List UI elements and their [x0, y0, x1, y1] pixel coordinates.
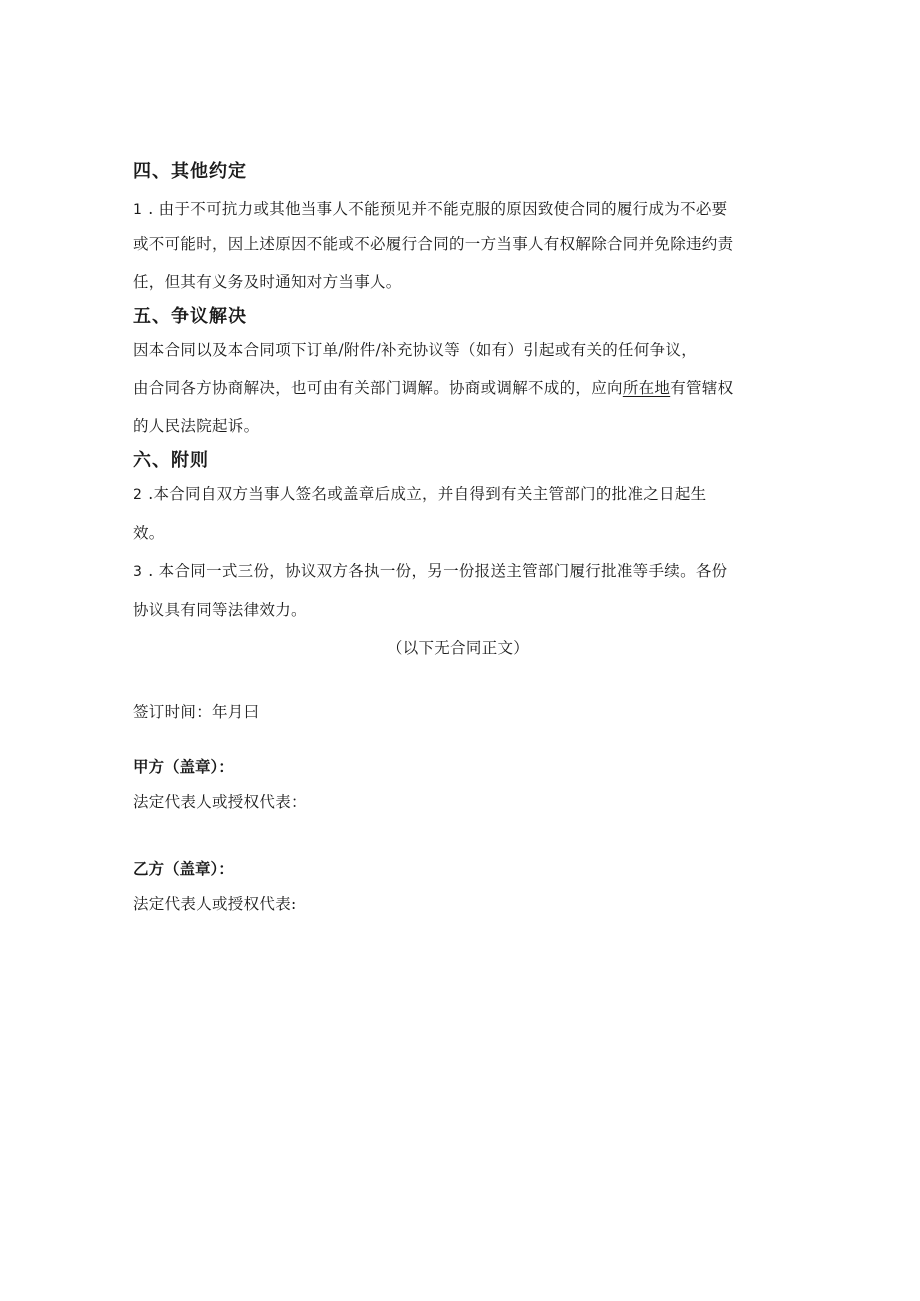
document-page [133, 160, 783, 923]
end-of-contract-note: （以下无合同正文） [386, 639, 530, 657]
clause-number: 3 [133, 564, 143, 580]
section-heading-supplementary: 六、附则 [133, 450, 209, 471]
section-heading-dispute-resolution: 五、争议解决 [133, 306, 247, 327]
clause-1-line-2: 或不可能时，因上述原因不能或不必履行合同的一方当事人有权解除合同并免除违约责 [133, 235, 734, 253]
signing-date: 签订时间：年月曰 [133, 703, 260, 721]
underlined-location: 所在地 [622, 379, 671, 397]
clause-1-line-1: 1 . 由于不可抗力或其他当事人不能预见并不能克服的原因致使合同的履行成为不必要 [133, 200, 728, 218]
dispute-line-2: 由合同各方协商解决，也可由有关部门调解。协商或调解不成的，应向所在地有管辖权 [133, 379, 734, 397]
clause-3-line-1: 3 . 本合同一式三份，协议双方各执一份，另一份报送主管部门履行批准等手续。各份 [133, 562, 728, 580]
clause-number: 2 [133, 487, 143, 503]
dispute-line-1: 因本合同以及本合同项下订单/附件/补充协议等（如有）引起或有关的任何争议， [133, 341, 698, 359]
clause-2-line-1: 2 .本合同自双方当事人签名或盖章后成立，并自得到有关主管部门的批准之日起生 [133, 485, 707, 503]
party-a-representative: 法定代表人或授权代表： [133, 793, 307, 811]
party-a-label: 甲方（盖章）： [133, 758, 234, 776]
party-b-representative: 法定代表人或授权代表: [133, 895, 297, 913]
clause-number: 1 [133, 202, 143, 218]
section-heading-other-terms: 四、其他约定 [133, 161, 247, 182]
clause-1-line-3: 任，但其有义务及时通知对方当事人。 [133, 273, 402, 291]
dispute-line-3: 的人民法院起诉。 [133, 417, 260, 435]
clause-2-line-2: 效。 [133, 524, 165, 542]
clause-3-line-2: 协议具有同等法律效力。 [133, 601, 307, 619]
party-b-label: 乙方（盖章）： [133, 860, 234, 878]
